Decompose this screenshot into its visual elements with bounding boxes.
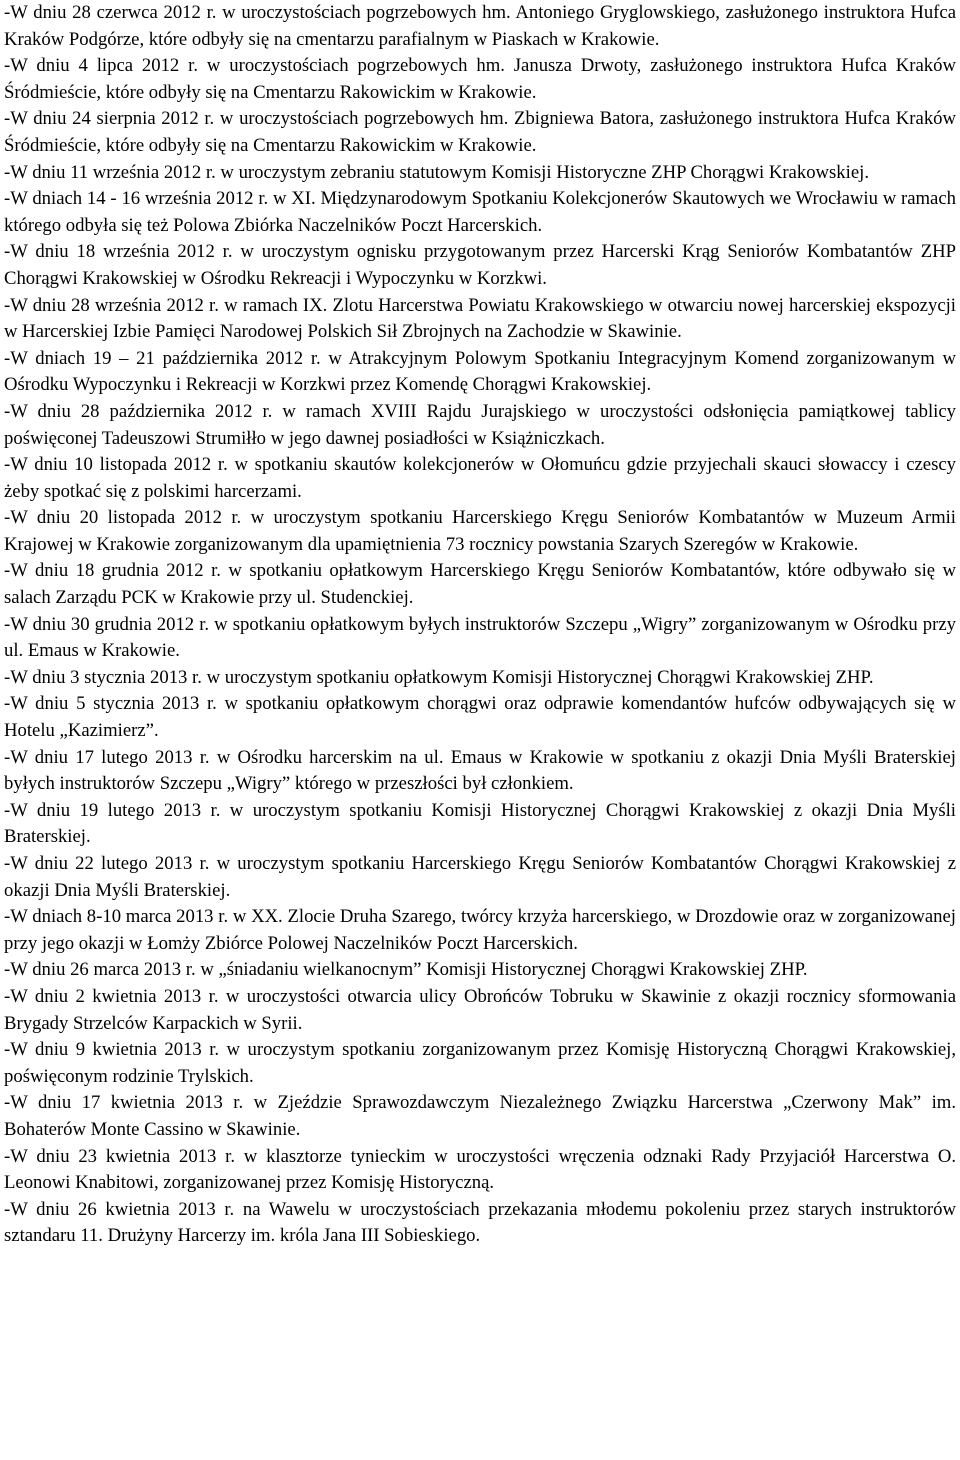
entry-paragraph: -W dniach 14 - 16 września 2012 r. w XI. Międzynarodowym Spotkaniu Kolekcjonerów Skautowych we Wrocławiu w ramach którego odbyła się też Polowa Zbiórka Naczelników Poczt Harcerskich. xyxy=(4,188,956,236)
entry-paragraph: -W dniu 4 lipca 2012 r. w uroczystościach pogrzebowych hm. Janusza Drwoty, zasłużonego instruktora Hufca Kraków Śródmieście, które odbyły się na Cmentarzu Rakowickim w Krakowie. xyxy=(4,55,956,103)
entry-paragraph: -W dniu 5 stycznia 2013 r. w spotkaniu opłatkowym chorągwi oraz odprawie komendantów hufców odbywających się w Hotelu „Kazimierz”. xyxy=(4,693,956,742)
entry-paragraph: -W dniu 19 lutego 2013 r. w uroczystym spotkaniu Komisji Historycznej Chorągwi Krakowskiej z okazji Dnia Myśli Braterskiej. xyxy=(4,799,956,848)
entry-paragraph: -W dniu 18 grudnia 2012 r. w spotkaniu opłatkowym Harcerskiego Kręgu Seniorów Kombatantów, które odbywało się w salach Zarządu PCK w Krakowie przy ul. Studenckiej. xyxy=(4,560,956,609)
entry-paragraph: -W dniu 26 marca 2013 r. w „śniadaniu wielkanocnym” Komisji Historycznej Chorągwi Krakowskiej ZHP. xyxy=(4,959,808,981)
entry-paragraph: -W dniu 28 października 2012 r. w ramach XVIII Rajdu Jurajskiego w uroczystości odsłonięcia pamiątkowej tablicy poświęconej Tadeuszowi Strumiłło w jego dawnej posiadłości w Książniczkach. xyxy=(4,400,956,449)
entry-paragraph: -W dniu 22 lutego 2013 r. w uroczystym spotkaniu Harcerskiego Kręgu Seniorów Kombatantów Chorągwi Krakowskiej z okazji Dnia Myśli Braterskiej. xyxy=(4,853,956,901)
entry-paragraph: -W dniu 11 września 2012 r. w uroczystym zebraniu statutowym Komisji Historyczne ZHP Chorągwi Krakowskiej. xyxy=(4,161,869,183)
entry-paragraph: -W dniu 9 kwietnia 2013 r. w uroczystym spotkaniu zorganizowanym przez Komisję Historyczną Chorągwi Krakowskiej, poświęconym rodzinie Trylskich. xyxy=(4,1039,956,1087)
entry-paragraph: -W dniu 10 listopada 2012 r. w spotkaniu skautów kolekcjonerów w Ołomuńcu gdzie przyjechali skauci słowaccy i czescy żeby spotkać się z polskimi harcerzami. xyxy=(4,454,956,502)
entry-paragraph: -W dniu 20 listopada 2012 r. w uroczystym spotkaniu Harcerskiego Kręgu Seniorów Kombatantów w Muzeum Armii Krajowej w Krakowie zorganizowanym dla upamiętnienia 73 rocznicy powstania Szarych Szeregów w Krakowie. xyxy=(4,507,956,555)
entry-paragraph: -W dniach 19 – 21 października 2012 r. w Atrakcyjnym Polowym Spotkaniu Integracyjnym Komend zorganizowanym w Ośrodku Wypoczynku i Rekreacji w Korzkwi przez Komendę Chorągwi Krakowskiej. xyxy=(4,347,956,396)
entry-paragraph: -W dniu 28 września 2012 r. w ramach IX. Zlotu Harcerstwa Powiatu Krakowskiego w otwarciu nowej harcerskiej ekspozycji w Harcerskiej Izbie Pamięci Narodowej Polskich Sił Zbrojnych na Zachodzie w Skawinie. xyxy=(4,294,956,343)
entry-paragraph: -W dniu 17 kwietnia 2013 r. w Zjeździe Sprawozdawczym Niezależnego Związku Harcerstwa „Czerwony Mak” im. Bohaterów Monte Cassino w Skawinie. xyxy=(4,1092,956,1140)
entry-paragraph: -W dniu 18 września 2012 r. w uroczystym ognisku przygotowanym przez Harcerski Krąg Seniorów Kombatantów ZHP Chorągwi Krakowskiej w Ośrodku Rekreacji i Wypoczynku w Korzkwi. xyxy=(4,241,956,289)
entry-paragraph: -W dniu 28 czerwca 2012 r. w uroczystościach pogrzebowych hm. Antoniego Gryglowskiego, zasłużonego instruktora Hufca Kraków Podgórze, które odbyły się na cmentarzu parafialnym w Piaskach w Krakowie. xyxy=(4,2,956,50)
entry-paragraph: -W dniu 23 kwietnia 2013 r. w klasztorze tynieckim w uroczystości wręczenia odznaki Rady Przyjaciół Harcerstwa O. Leonowi Knabitowi, zorganizowanej przez Komisję Historyczną. xyxy=(4,1145,956,1194)
entry-paragraph: -W dniu 30 grudnia 2012 r. w spotkaniu opłatkowym byłych instruktorów Szczepu „Wigry” zorganizowanym w Ośrodku przy ul. Emaus w Krakowie. xyxy=(4,613,956,662)
entry-paragraph: -W dniach 8-10 marca 2013 r. w XX. Zlocie Druha Szarego, twórcy krzyża harcerskiego, w Drozdowie oraz w zorganizowanej przy jego okazji w Łomży Zbiórce Polowej Naczelników Poczt Harcerskich. xyxy=(4,906,956,954)
entry-paragraph: -W dniu 17 lutego 2013 r. w Ośrodku harcerskim na ul. Emaus w Krakowie w spotkaniu z okazji Dnia Myśli Braterskiej byłych instruktorów Szczepu „Wigry” którego w przeszłości był członkiem. xyxy=(4,746,956,795)
entry-paragraph: -W dniu 24 sierpnia 2012 r. w uroczystościach pogrzebowych hm. Zbigniewa Batora, zasłużonego instruktora Hufca Kraków Śródmieście, które odbyły się na Cmentarzu Rakowickim w Krakowie. xyxy=(4,108,956,156)
entry-paragraph: -W dniu 26 kwietnia 2013 r. na Wawelu w uroczystościach przekazania młodemu pokoleniu przez starych instruktorów sztandaru 11. Drużyny Harcerzy im. króla Jana III Sobieskiego. xyxy=(4,1198,956,1247)
entry-paragraph: -W dniu 3 stycznia 2013 r. w uroczystym spotkaniu opłatkowym Komisji Historycznej Chorągwi Krakowskiej ZHP. xyxy=(4,666,874,688)
entry-paragraph: -W dniu 2 kwietnia 2013 r. w uroczystości otwarcia ulicy Obrońców Tobruku w Skawinie z okazji rocznicy sformowania Brygady Strzelców Karpackich w Syrii. xyxy=(4,985,956,1034)
